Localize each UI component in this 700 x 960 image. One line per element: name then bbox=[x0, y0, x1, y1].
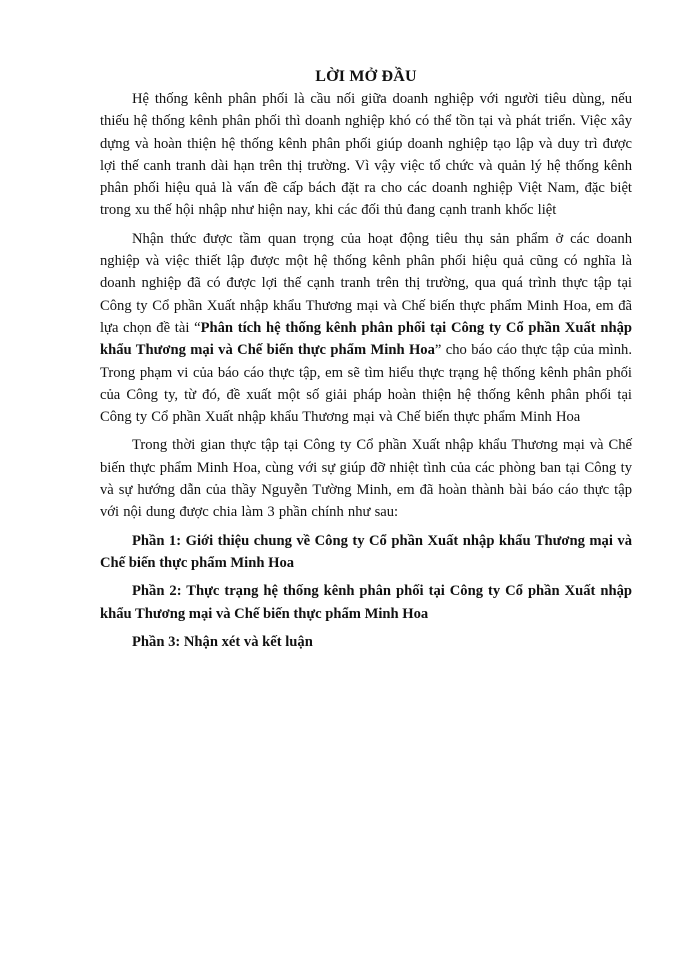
paragraph-structure: Trong thời gian thực tập tại Công ty Cổ phần Xuất nhập khẩu Thương mại và Chế biến thực phẩm Minh Hoa, cùng với sự giúp đỡ nhiệt tình của các phòng ban tại Công ty và sự hướng dẫn của thầy Nguyễn Tường Minh, em đã hoàn thành bài báo cáo thực tập với nội dung được chia làm 3 phần chính như sau: bbox=[100, 437, 632, 521]
topic-title: Phân tích hệ thống kênh phân phối tại Công ty Cổ phần Xuất nhập khẩu Thương mại và Chế biến thực phẩm Minh Hoa bbox=[100, 319, 632, 359]
paragraph-topic-after: ” cho báo cáo thực tập của mình. Trong phạm vi của báo cáo thực tập, em sẽ tìm hiểu thực trạng hệ thống kênh phân phối của Công ty, từ đó, đề xuất một số giải pháp hoàn thiện hệ thống kênh phân phối tại Công ty Cổ phần Xuất nhập khẩu Thương mại và Chế biến thực phẩm Minh Hoa bbox=[100, 342, 632, 426]
paragraph-topic bbox=[100, 228, 632, 429]
section-1: Phần 1: Giới thiệu chung về Công ty Cổ phần Xuất nhập khẩu Thương mại và Chế biến thực phẩm Minh Hoa bbox=[100, 532, 632, 571]
document-page bbox=[100, 66, 632, 659]
page-title: LỜI MỞ ĐẦU bbox=[315, 68, 417, 85]
section-2: Phần 2: Thực trạng hệ thống kênh phân phối tại Công ty Cổ phần Xuất nhập khẩu Thương mại và Chế biến thực phẩm Minh Hoa bbox=[100, 583, 632, 622]
paragraph-intro: Hệ thống kênh phân phối là cầu nối giữa doanh nghiệp với người tiêu dùng, nếu thiếu hệ thống kênh phân phối thì doanh nghiệp khó có thể tồn tại và phát triển. Việc xây dựng và hoàn thiện hệ thống kênh phân phối giúp doanh nghiệp tạo lập và duy trì được lợi thế canh tranh dài hạn trên thị trường. Vì vậy việc tổ chức và quản lý hệ thống kênh phân phối hiệu quả là vấn đề cấp bách đặt ra cho các doanh nghiệp Việt Nam, đặc biệt trong xu thế hội nhập như hiện nay, khi các đối thủ đang cạnh tranh khốc liệt bbox=[100, 91, 632, 219]
paragraph-topic-before: Nhận thức được tầm quan trọng của hoạt động tiêu thụ sản phẩm ở các doanh nghiệp và việc thiết lập được một hệ thống kênh phân phối hiệu quả cũng có nghĩa là doanh nghiệp đã có được lợi thế cạnh tranh trên thị trường, qua quá trình thực tập tại Công ty Cổ phần Xuất nhập khẩu Thương mại và Chế biến thực phẩm Minh Hoa, em đã lựa chọn đề tài “ bbox=[100, 230, 632, 336]
section-3: Phần 3: Nhận xét và kết luận bbox=[132, 633, 313, 650]
